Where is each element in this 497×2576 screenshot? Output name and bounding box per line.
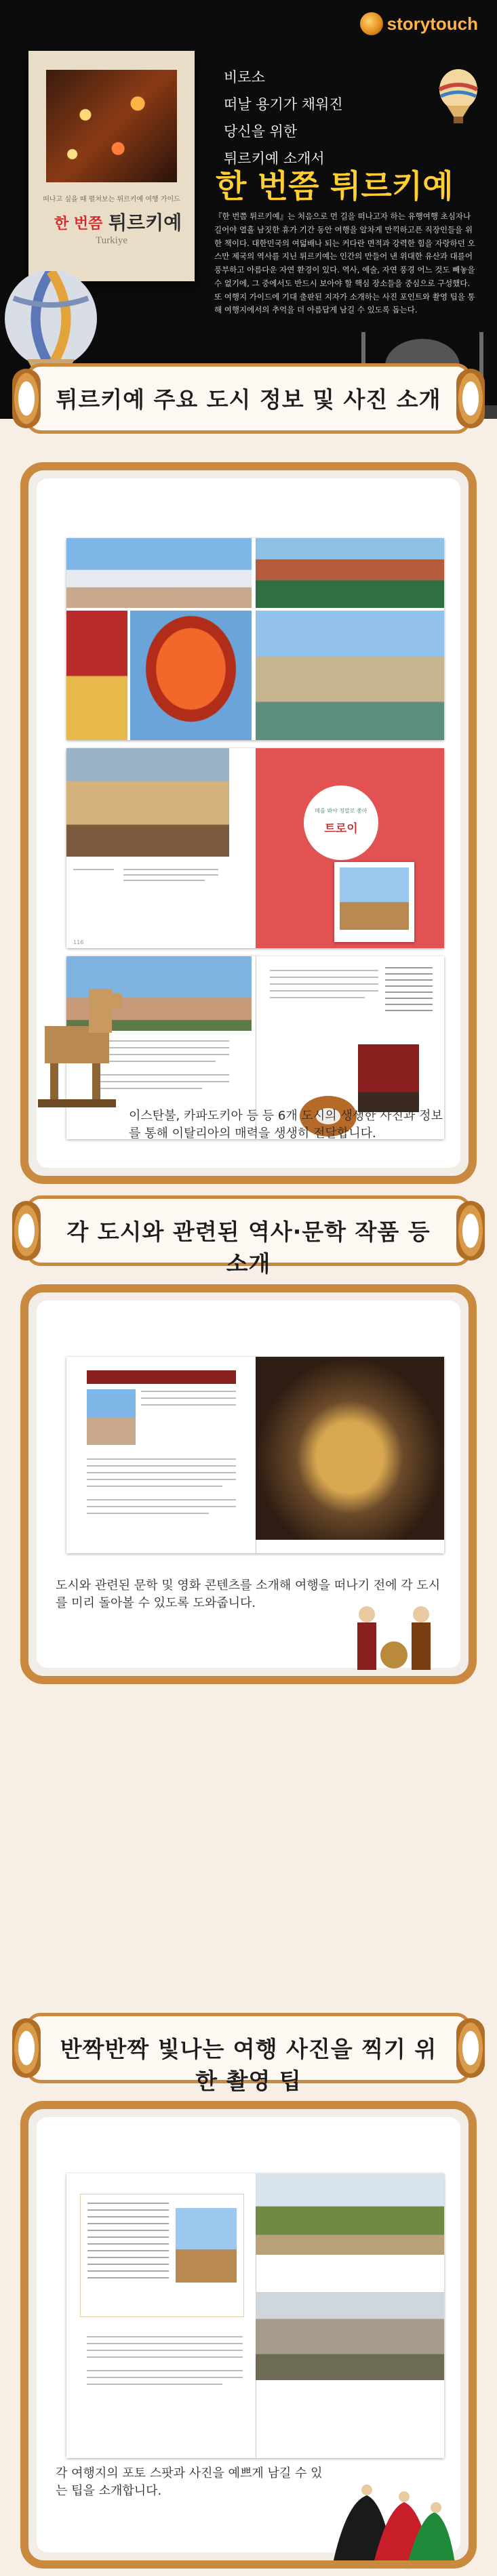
- text-line: [270, 997, 365, 998]
- troy-horse-photo: [176, 2208, 237, 2283]
- cover-title: 튀르키예: [108, 211, 182, 234]
- cover-subtitle: 떠나고 싶을 때 펼쳐보는 튀르키예 여행 가이드: [43, 196, 180, 203]
- section-banner-1: [12, 363, 485, 434]
- street-vendor-photo: [66, 748, 229, 857]
- text-line: [141, 1391, 236, 1392]
- section-caption: 도시와 관련된 문학 및 영화 콘텐츠를 소개해 여행을 떠나기 전에 각 도시를 미리 돌아볼 수 있도록 도와줍니다.: [56, 1578, 441, 1611]
- pamukkale-photo: [66, 538, 252, 608]
- text-line: [87, 2343, 243, 2344]
- book-spread: [66, 1357, 444, 1553]
- text-line: [87, 2377, 243, 2378]
- mosque-small-photo: [87, 1389, 136, 1445]
- text-line: [141, 1397, 236, 1399]
- text-line: [123, 880, 205, 881]
- text-line: [87, 1479, 236, 1480]
- section-banner-3: [12, 2013, 485, 2094]
- text-line: [87, 2350, 243, 2351]
- book-cover: [28, 51, 195, 281]
- hot-air-balloon-icon: [435, 68, 482, 127]
- text-line: [123, 869, 218, 870]
- tagline: 튀르키예 소개서: [224, 150, 325, 167]
- section-title: 각 도시와 관련된 역사·문학 작품 등 소개: [66, 1219, 431, 1277]
- book-spread: [66, 748, 444, 948]
- section-panel-2: [20, 1284, 477, 1684]
- hero-description: 『한 번쯤 튀르키예』는 처음으로 먼 길을 떠나고자 하는 유행여행 초심자나 길어야 열흘 남짓한 휴가 기간 동안 여행을 알차게 만끽하고픈 직장인들을 위한 책이다. 대한민국의 여덟배나 되는 커다란 면적과 강력한 힘을 자랑하던 오스만 제국의 역사를 지닌 튀르키예는 인간의 만들어 낸 위대한 유산과 대를어 풍부하고 아름다운 자연 환경이 있다. 역사, 예술, 자연 풍경 어느 것도 빼놓을 수 없기에, 그 중에서도 반드시 보아야 할 핵심 장소들을 중심으로 구성했다. 또 여행지 가이드에 기대 출판된 지자가 소개하는 사진 포인트와 촬영 팁을 통해 여행지에서의 추억을 더 아름답게 남길 수 있도록 돕는다.: [214, 211, 475, 315]
- scroll-cap-right: [456, 2018, 485, 2078]
- tip-text-block: [87, 2203, 169, 2284]
- crater-lake-photo: [256, 611, 444, 740]
- brand-logo: [360, 12, 478, 35]
- scroll-cap-left: [12, 2018, 41, 2078]
- text-line: [87, 1458, 236, 1460]
- text-line: [87, 1513, 209, 1514]
- countryside-photo: [256, 2173, 444, 2255]
- simit-cart-photo: [358, 1044, 419, 1112]
- text-line: [270, 977, 378, 978]
- troy-horse-photo: [340, 867, 409, 930]
- text-line: [87, 1465, 236, 1467]
- balloon-photo: [130, 611, 252, 740]
- hagia-sophia-interior-photo: [256, 1357, 444, 1540]
- scroll-cap-left: [12, 369, 41, 428]
- hero-title: 한 번쯤 튀르키예: [216, 168, 454, 205]
- text-line: [87, 1472, 236, 1473]
- trojan-horse-illustration: [24, 985, 126, 1114]
- brand-logo-icon: [360, 12, 383, 35]
- tip-box: [80, 2194, 244, 2317]
- text-line: [87, 2384, 222, 2385]
- scroll-cap-right: [456, 1201, 485, 1261]
- section-caption: 각 여행지의 포토 스팟과 사진을 예쁘게 남길 수 있는 팁을 소개합니다.: [56, 2466, 323, 2499]
- book-spread: [66, 538, 444, 740]
- hero-section: [0, 0, 497, 419]
- text-line: [87, 1506, 236, 1507]
- text-line: [87, 2370, 243, 2371]
- tagline: 당신을 위한: [224, 123, 298, 140]
- text-line: [141, 1404, 236, 1406]
- city-badge: [304, 785, 378, 860]
- text-line: [270, 983, 378, 985]
- section-banner-2: [12, 1195, 485, 1277]
- tagline: 비로소: [224, 69, 265, 85]
- cover-english-title: Turkiye: [96, 235, 127, 246]
- text-line: [87, 2356, 243, 2358]
- antalya-rooftops-photo: [256, 538, 444, 608]
- cover-lamps-photo: [46, 70, 177, 182]
- badge-city-name: 트로이: [324, 822, 358, 836]
- cover-red-title: 한 번쯤: [54, 215, 103, 232]
- text-line: [87, 1499, 236, 1500]
- section-title: 튀르키예 주요 도시 정보 및 사진 소개: [56, 386, 441, 413]
- ottoman-soldiers-illustration: [340, 1601, 448, 1684]
- chapter-heading-bar: [87, 1370, 236, 1384]
- section-title: 반짝반짝 빛나는 여행 사진을 찍기 위한 촬영 팁: [60, 2036, 437, 2094]
- tagline: 떠날 용기가 채워진: [224, 96, 343, 113]
- scroll-cap-left: [12, 1201, 41, 1261]
- whirling-dervish-illustration: [319, 2475, 455, 2569]
- text-line: [87, 1486, 222, 1487]
- polaroid-frame: [334, 862, 414, 942]
- text-line: [270, 990, 378, 991]
- text-line: [73, 869, 114, 870]
- scroll-cap-right: [456, 369, 485, 428]
- section-caption: 이스탄불, 카파도키아 등 등 6개 도시의 생생한 사진과 정보를 통해 이탈리아의 매력을 생생히 전달합니다.: [129, 1109, 443, 1141]
- ruins-photo: [256, 2292, 444, 2380]
- section-panel-1: [20, 462, 477, 1184]
- side-note-box: [385, 967, 433, 1015]
- brand-name: storytouch: [386, 13, 478, 34]
- text-line: [270, 970, 378, 971]
- badge-subtitle: 메를 봐야 정말로 좋아: [315, 808, 367, 814]
- turkish-delight-photo: [66, 611, 127, 740]
- text-line: [87, 2336, 243, 2337]
- section-panel-3: [20, 2101, 477, 2569]
- page-number: 116: [73, 939, 84, 945]
- text-line: [123, 874, 218, 876]
- hero-taglines: [224, 64, 343, 173]
- book-spread: [66, 2173, 444, 2458]
